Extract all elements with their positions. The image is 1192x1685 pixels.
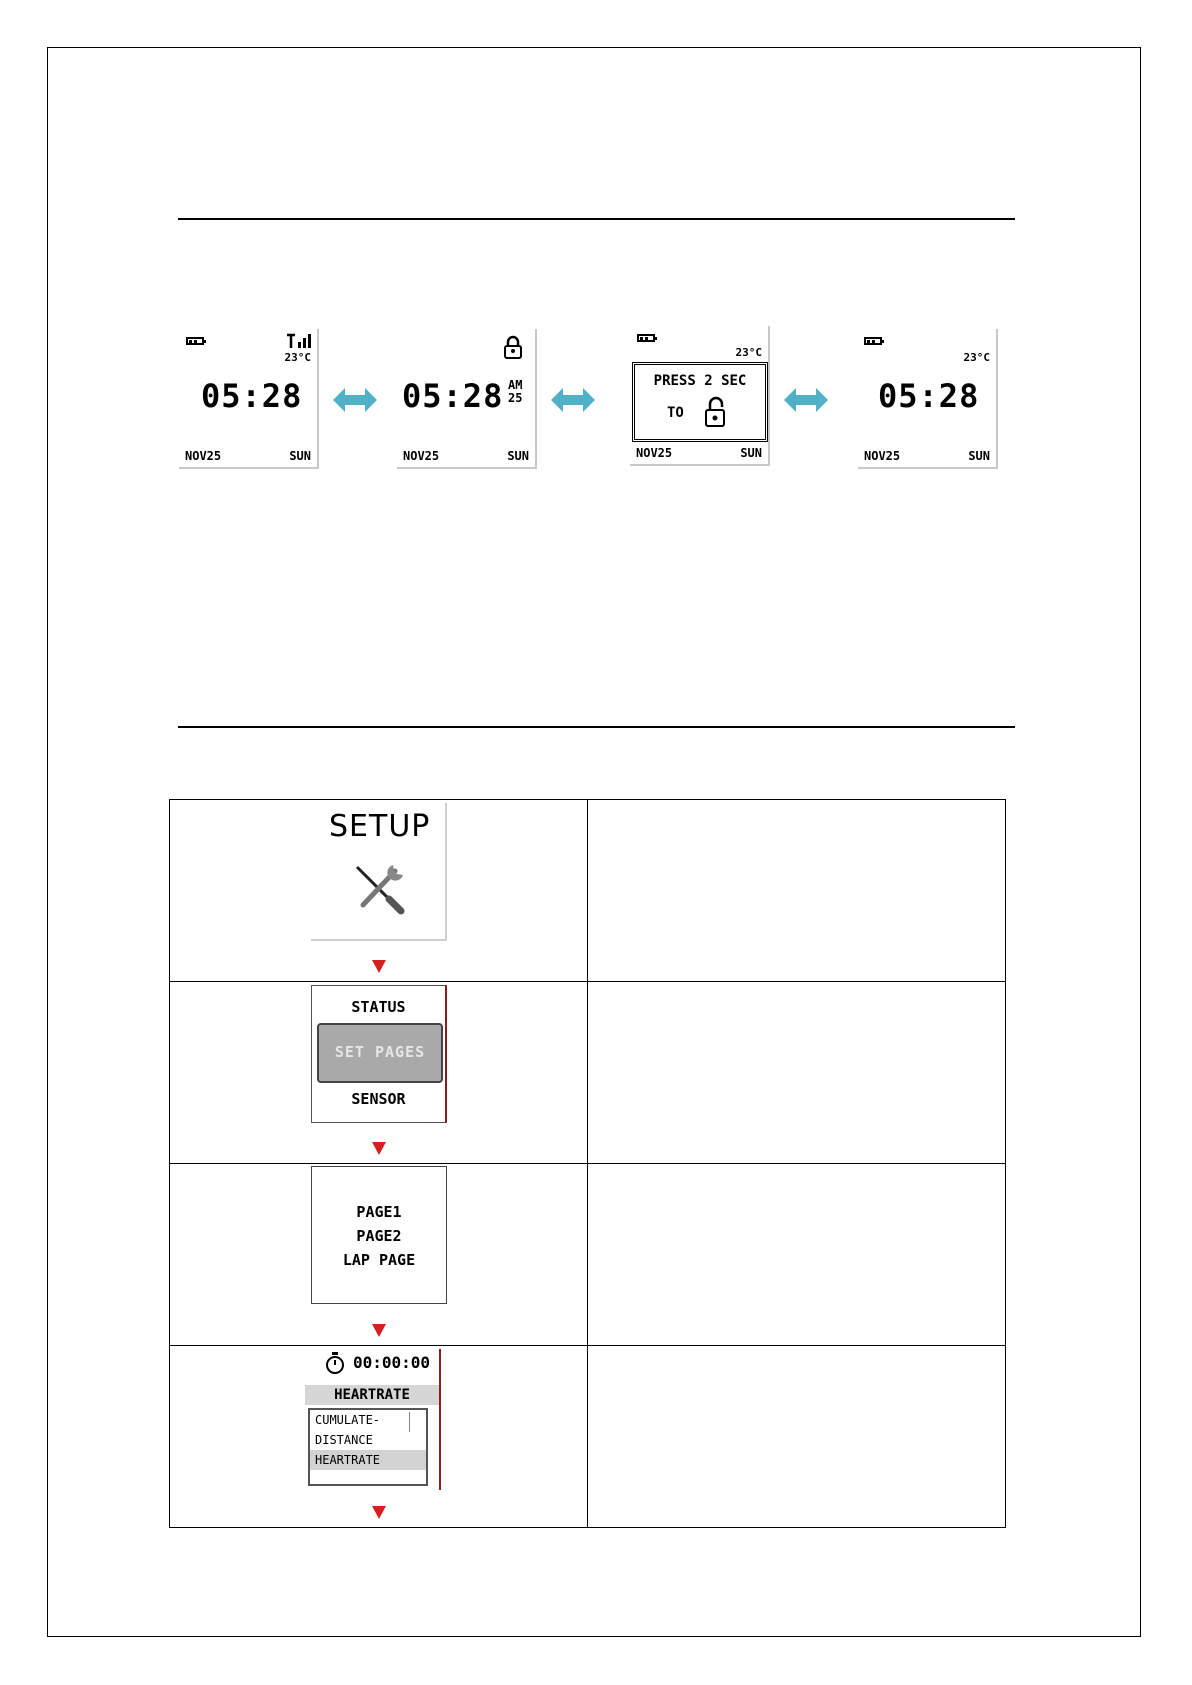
temperature: 23°C: [735, 346, 762, 359]
day-label: SUN: [968, 449, 990, 463]
lock-icon: [703, 395, 729, 429]
list-item: CUMULATE-: [315, 1413, 381, 1427]
description-cell: [588, 982, 1006, 1164]
timer-readout: 00:00:00: [353, 1353, 431, 1372]
watch-screen-locked: [397, 329, 537, 469]
pages-screen: [311, 1166, 447, 1304]
day-label: SUN: [289, 449, 311, 463]
description-cell: [588, 800, 1006, 982]
description-cell: [588, 1164, 1006, 1346]
menu-item-sensor: SENSOR: [351, 1090, 406, 1108]
battery-icon: [186, 337, 204, 345]
setup-cell: [170, 800, 588, 982]
date-label: NOV25: [185, 449, 222, 463]
lock-icon: [503, 335, 523, 359]
double-arrow-icon: [333, 386, 377, 414]
table-row: [170, 1164, 1006, 1346]
ampm-label: AM: [508, 378, 523, 392]
section-rule-2: [178, 726, 1015, 728]
signal-icon: [285, 333, 313, 349]
description-cell: [588, 1346, 1006, 1528]
setup-screen: [311, 803, 447, 941]
day-label: SUN: [740, 446, 762, 460]
pages-cell: [170, 1164, 588, 1346]
menu-screen: [311, 985, 447, 1123]
section-rule-1: [178, 218, 1015, 220]
heartrate-screen: [301, 1349, 441, 1490]
battery-icon: [637, 334, 655, 342]
scrollbar: [409, 1412, 424, 1432]
date-label: NOV25: [403, 449, 440, 463]
seconds-label: 25: [508, 391, 523, 405]
temperature: 23°C: [284, 351, 311, 364]
date-label: NOV25: [864, 449, 901, 463]
table-row: [170, 1346, 1006, 1528]
watch-screen-time: [179, 329, 319, 469]
down-arrow-icon: [372, 1506, 386, 1519]
tools-icon: [351, 861, 407, 917]
temperature: 23°C: [963, 351, 990, 364]
page-item-lap: LAP PAGE: [342, 1251, 416, 1269]
unlock-instruction: PRESS 2 SEC: [653, 373, 747, 389]
down-arrow-icon: [372, 960, 386, 973]
menu-item-set-pages: SET PAGES: [317, 1023, 443, 1083]
setup-flow-table: [169, 799, 1006, 1528]
down-arrow-icon: [372, 1142, 386, 1155]
unlock-dialog: [632, 362, 768, 442]
double-arrow-icon: [551, 386, 595, 414]
unlock-to-label: TO: [667, 405, 684, 421]
day-label: SUN: [507, 449, 529, 463]
setup-title: SETUP: [329, 809, 431, 844]
field-list: [308, 1408, 428, 1486]
page-item-2: PAGE2: [356, 1227, 402, 1245]
menu-cell: [170, 982, 588, 1164]
date-label: NOV25: [636, 446, 673, 460]
heartrate-cell: [170, 1346, 588, 1528]
table-row: [170, 982, 1006, 1164]
watch-screen-unlocked: [858, 329, 998, 469]
list-item-selected: HEARTRATE: [310, 1450, 426, 1470]
page-item-1: PAGE1: [356, 1203, 402, 1221]
clock-time: 05:28: [402, 377, 504, 415]
table-row: [170, 800, 1006, 982]
list-item: DISTANCE: [315, 1433, 373, 1447]
down-arrow-icon: [372, 1324, 386, 1337]
stopwatch-icon: [325, 1352, 345, 1374]
watch-screen-unlock-prompt: [630, 326, 770, 466]
field-title: HEARTRATE: [305, 1385, 439, 1405]
battery-icon: [864, 337, 882, 345]
clock-time: 05:28: [201, 377, 303, 415]
menu-item-status: STATUS: [351, 998, 406, 1016]
double-arrow-icon: [784, 386, 828, 414]
clock-time: 05:28: [878, 377, 980, 415]
